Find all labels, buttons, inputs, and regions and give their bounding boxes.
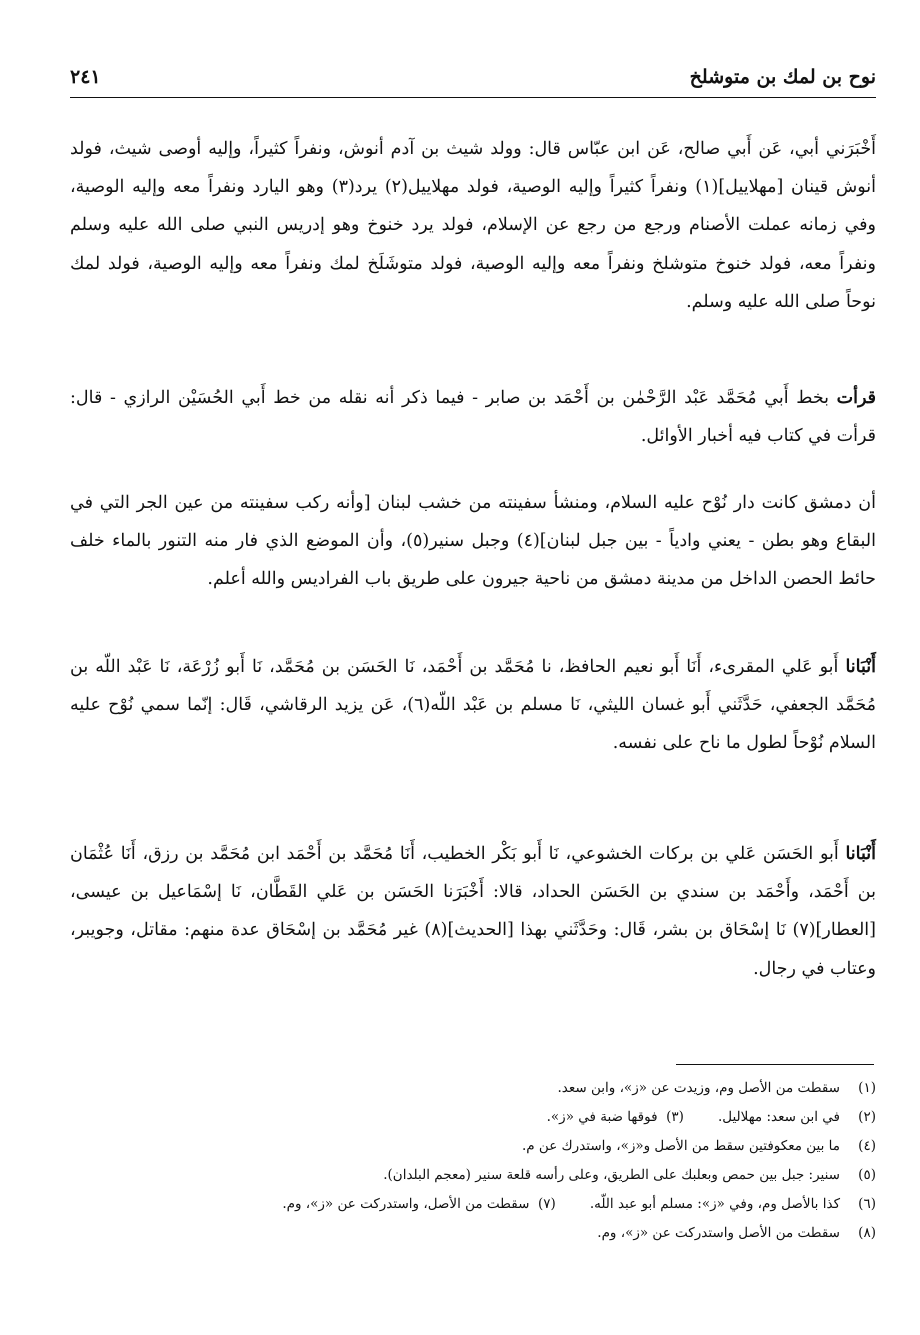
paragraph-4-lead: أَنْبَانا xyxy=(845,657,876,677)
footnote-number: (٢) xyxy=(858,1109,876,1125)
footnote-number: (٤) xyxy=(858,1138,876,1154)
header-title: نوح بن لمك بن متوشلخ xyxy=(689,66,876,88)
header-divider xyxy=(70,97,876,98)
paragraph-4-text: أَبو عَلي المقرىء، أَنَا أَبو نعيم الحافظ، نا مُحَمَّد بن أَحْمَد، نَا الحَسَن بن مُحَمَّد، نَا أَبو زُرْعَة، نَا عَبْد اللّه بن مُحَمَّد الجعفي، حَدَّثَني أَبو غسان الليثي، نَا مسلم بن عَبْد اللّه(٦)، عَن يزيد الرقاشي، قَال: إنّما سمي نُوْح عليه السلام نُوْحاً لطول ما ناح على نفسه. xyxy=(70,657,876,754)
footnote-line xyxy=(70,1219,876,1248)
paragraph-4 xyxy=(70,648,876,835)
footnote-line xyxy=(70,1132,876,1161)
paragraph-1: أَخْبَرَني أبي، عَن أَبي صالح، عَن ابن عبّاس قال: وولد شيث بن آدم أنوش، ونفراً كثيراً، وإليه أوصى شيث، فولد أنوش قينان [مهلاييل](١) ونفراً كثيراً وإليه الوصية، فولد مهلاييل(٢) يرد(٣) وهو اليارد ونفراً معه وإليه الوصية، وفي زمانه عملت الأصنام ورجع من رجع عن الإسلام، فولد يرد خنوخ وهو إدريس النبي صلى الله عليه وسلم ونفراً معه، فولد خنوخ متوشلخ ونفراً معه وإليه الوصية، فولد متوشَلَخ لمك ونفراً معه وإليه الوصية، فولد لمك نوحاً صلى الله عليه وسلم. xyxy=(70,139,876,312)
main-text xyxy=(70,130,877,979)
footnote-line xyxy=(70,1103,876,1132)
paragraph-5-lead: أَنْبَانا xyxy=(845,844,876,864)
footnote-text: سقطت من الأصل واستدركت عن «ز»، وم. xyxy=(597,1225,840,1241)
footnote-text: سنير: جبل بين حمص وبعلبك على الطريق، وعلى رأسه قلعة سنير (معجم البلدان). xyxy=(383,1167,840,1183)
footnote-number: (٧) xyxy=(537,1196,556,1212)
footnote-divider xyxy=(676,1064,874,1065)
footnote-line xyxy=(70,1161,876,1190)
paragraph-2-text: بخط أَبي مُحَمَّد عَبْد الرَّحْمٰن بن أَحْمَد بن صابر - فيما ذكر أنه نقله من خط أَبي الحُسَيْن الرازي - قال: قرأت في كتاب فيه أخبار الأوائل. xyxy=(70,388,876,447)
footnote-text: ما بين معكوفتين سقط من الأصل و«ز»، واستدرك عن م. xyxy=(521,1138,840,1154)
paragraph-3: أن دمشق كانت دار نُوْح عليه السلام، ومنشأ سفينته من خشب لبنان [وأنه ركب سفينته من عين الجر التي في البقاع وهو بطن - يعني وادياً - بين جبل لبنان](٤) وجبل سنير(٥)، وأن الموضع الذي فار منه التنور بالماء خلف حائط الحصن الداخل من مدينة دمشق من ناحية جيرون على طريق باب الفراديس والله أعلم. xyxy=(70,493,877,590)
footnote-text: سقطت من الأصل، واستدركت عن «ز»، وم. xyxy=(282,1196,530,1212)
footnote-number: (٨) xyxy=(858,1225,876,1241)
footnotes xyxy=(70,1074,876,1248)
footnote-text: كذا بالأصل وم، وفي «ز»: مسلم أبو عبد اللّه. xyxy=(589,1196,840,1212)
footnote-text: فوقها ضبة في «ز». xyxy=(546,1109,658,1125)
footnote-number: (٦) xyxy=(858,1196,876,1212)
page-number: ٢٤١ xyxy=(70,66,101,88)
footnote-number: (١) xyxy=(858,1080,876,1096)
running-header xyxy=(70,62,876,98)
footnote-line xyxy=(70,1190,876,1219)
footnote-number: (٣) xyxy=(666,1109,684,1125)
footnote-text: سقطت من الأصل وم، وزيدت عن «ز»، وابن سعد. xyxy=(557,1080,840,1096)
paragraph-2 xyxy=(70,379,876,484)
paragraph-5-text: أَبو الحَسَن عَلي بن بركات الخشوعي، نَا أَبو بَكْر الخطيب، أَنَا مُحَمَّد بن أَحْمَد ابن مُحَمَّد بن رزق، أَنَا عُثْمَان بن أَحْمَد، وأَحْمَد بن سندي بن الحَسَن الحداد، قالا: أَخْبَرَنا الحَسَن بن عَلي القَطَّان، نَا إسْمَاعيل بن عيسى، [العطار](٧) نَا إسْحَاق بن بشر، قَال: وحَدَّثَني بهذا [الحديث](٨) غير مُحَمَّد بن إسْحَاق عدة منهم: مقاتل، وجويبر، وعتاب في رجال. xyxy=(70,844,876,979)
footnote-number: (٥) xyxy=(858,1167,876,1183)
footnote-text: في ابن سعد: مهلاليل. xyxy=(717,1109,840,1125)
footnote-line xyxy=(70,1074,876,1103)
paragraph-2-lead: قرأت xyxy=(836,388,876,408)
